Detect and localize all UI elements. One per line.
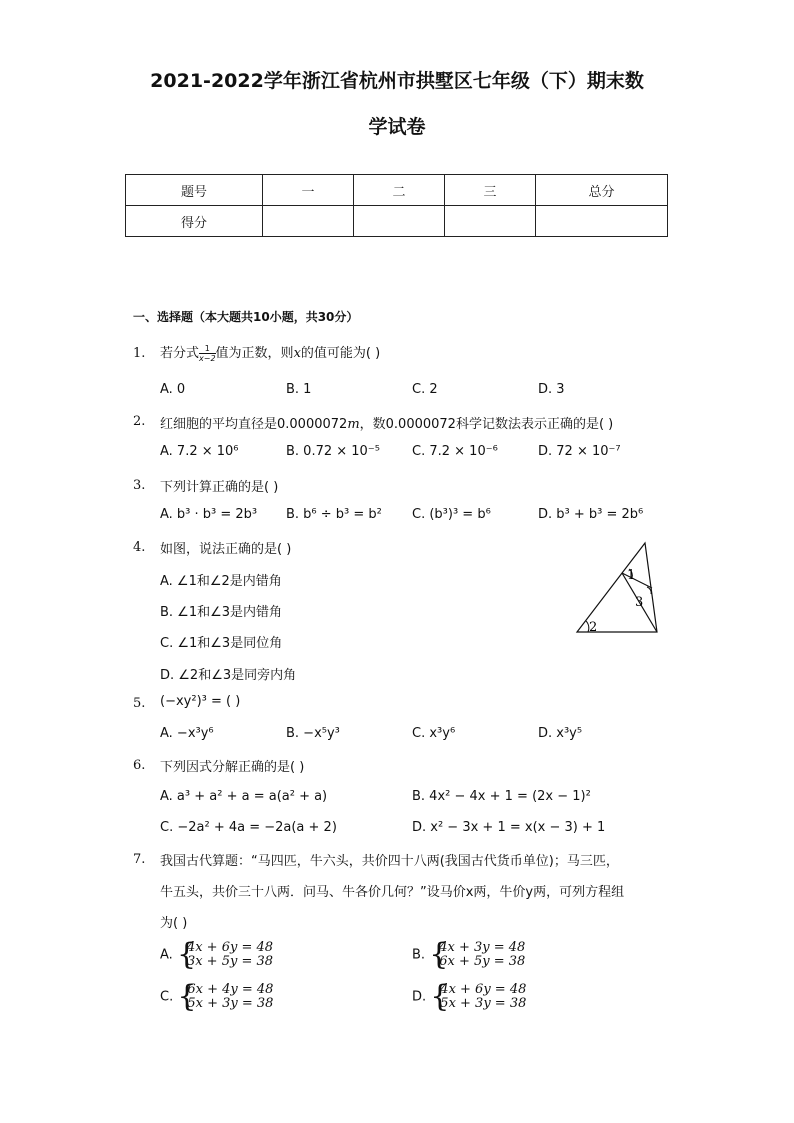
fraction: $\frac{1}{x-2}$ <box>199 344 216 363</box>
triangle-figure <box>572 540 668 636</box>
option-d[interactable]: D. x³y⁵ <box>538 726 583 741</box>
header-cell: 三 <box>445 175 536 206</box>
header-cell: 二 <box>354 175 445 206</box>
option-b[interactable]: B. b⁶ ÷ b³ = b² <box>286 507 382 522</box>
header-cell: 题号 <box>126 175 263 206</box>
option-c[interactable]: C. −2a² + 4a = −2a(a + 2) <box>160 820 337 835</box>
question-number: 3. <box>133 478 146 493</box>
header-cell: 总分 <box>536 175 668 206</box>
option-d[interactable]: D. b³ + b³ = 2b⁶ <box>538 507 644 522</box>
option-d[interactable]: D. 3 <box>538 382 565 397</box>
option-b[interactable]: B. ∠1和∠3是内错角 <box>160 605 283 620</box>
score-table <box>125 174 668 237</box>
score-table-score-row <box>126 206 668 237</box>
option-d[interactable]: D. x² − 3x + 1 = x(x − 3) + 1 <box>412 820 606 835</box>
option-b[interactable]: B. 4x² − 4x + 1 = (2x − 1)² <box>412 789 591 804</box>
equation-system: { 6x + 4y = 48 5x + 3y = 38 <box>177 979 274 1014</box>
equation-system: { 4x + 6y = 48 3x + 5y = 38 <box>176 937 274 972</box>
option-d[interactable]: D. { 4x + 6y = 48 5x + 3y = 38 <box>412 979 527 1014</box>
question-number: 7. <box>133 852 146 867</box>
question-text-line-3: 为( ) <box>160 916 188 931</box>
equation-system: { 4x + 3y = 48 6x + 5y = 38 <box>429 937 526 972</box>
title-line-2: 学试卷 <box>368 116 426 138</box>
option-c[interactable]: C. 7.2 × 10⁻⁶ <box>412 444 498 459</box>
row-label-cell: 得分 <box>126 206 263 237</box>
equation-system: { 4x + 6y = 48 5x + 3y = 38 <box>430 979 527 1014</box>
option-c[interactable]: C. x³y⁶ <box>412 726 456 741</box>
question-number: 4. <box>133 540 146 555</box>
question-text-line-2: 牛五头，共价三十八两．问马、牛各价几何？”设马价x两，牛价y两，可列方程组 <box>160 885 625 900</box>
question-text: 若分式 $\frac{1}{x-2}$ 值为正数，则x的值可能为( ) <box>160 344 381 363</box>
option-a[interactable]: A. ∠1和∠2是内错角 <box>160 574 282 589</box>
question-text-line-1: 我国古代算题：“马四匹，牛六头，共价四十八两(我国古代货币单位)；马三匹， <box>160 854 619 869</box>
question-text: 下列计算正确的是( ) <box>160 480 279 495</box>
angle-label-1: 1 <box>627 568 636 583</box>
score-cell[interactable] <box>263 206 354 237</box>
question-text: 如图，说法正确的是( ) <box>160 542 292 557</box>
header-cell: 一 <box>263 175 354 206</box>
question-text: 下列因式分解正确的是( ) <box>160 760 305 775</box>
option-a[interactable]: A. b³ · b³ = 2b³ <box>160 507 258 522</box>
score-cell[interactable] <box>536 206 668 237</box>
question-text: 红细胞的平均直径是0.0000072m，数0.0000072科学记数法表示正确的是( ) <box>160 417 614 432</box>
option-c[interactable]: C. { 6x + 4y = 48 5x + 3y = 38 <box>160 979 274 1014</box>
question-number: 6. <box>133 758 146 773</box>
option-d[interactable]: D. 72 × 10⁻⁷ <box>538 444 621 459</box>
option-b[interactable]: B. 1 <box>286 382 312 397</box>
option-a[interactable]: A. 7.2 × 10⁶ <box>160 444 239 459</box>
title-line-1: 2021-2022学年浙江省杭州市拱墅区七年级（下）期末数 <box>150 70 644 92</box>
question-number: 1. <box>133 346 146 361</box>
question-text: (−xy²)³ = ( ) <box>160 694 241 709</box>
score-table-header-row <box>126 175 668 206</box>
exam-title <box>120 58 674 150</box>
option-a[interactable]: A. a³ + a² + a = a(a² + a) <box>160 789 328 804</box>
angle-label-3: 3 <box>635 595 644 610</box>
question-number: 5. <box>133 696 146 711</box>
option-a[interactable]: A. { 4x + 6y = 48 3x + 5y = 38 <box>160 937 274 972</box>
option-d[interactable]: D. ∠2和∠3是同旁内角 <box>160 668 297 683</box>
angle-label-2: 2 <box>589 620 598 635</box>
score-cell[interactable] <box>354 206 445 237</box>
option-c[interactable]: C. ∠1和∠3是同位角 <box>160 636 283 651</box>
option-a[interactable]: A. −x³y⁶ <box>160 726 214 741</box>
section-heading: 一、选择题（本大题共10小题，共30分） <box>133 310 359 324</box>
option-c[interactable]: C. (b³)³ = b⁶ <box>412 507 491 522</box>
option-a[interactable]: A. 0 <box>160 382 186 397</box>
question-number: 2. <box>133 414 146 429</box>
triangle-outline <box>577 543 657 632</box>
option-b[interactable]: B. −x⁵y³ <box>286 726 340 741</box>
option-b[interactable]: B. 0.72 × 10⁻⁵ <box>286 444 380 459</box>
score-cell[interactable] <box>445 206 536 237</box>
option-c[interactable]: C. 2 <box>412 382 438 397</box>
option-b[interactable]: B. { 4x + 3y = 48 6x + 5y = 38 <box>412 937 526 972</box>
